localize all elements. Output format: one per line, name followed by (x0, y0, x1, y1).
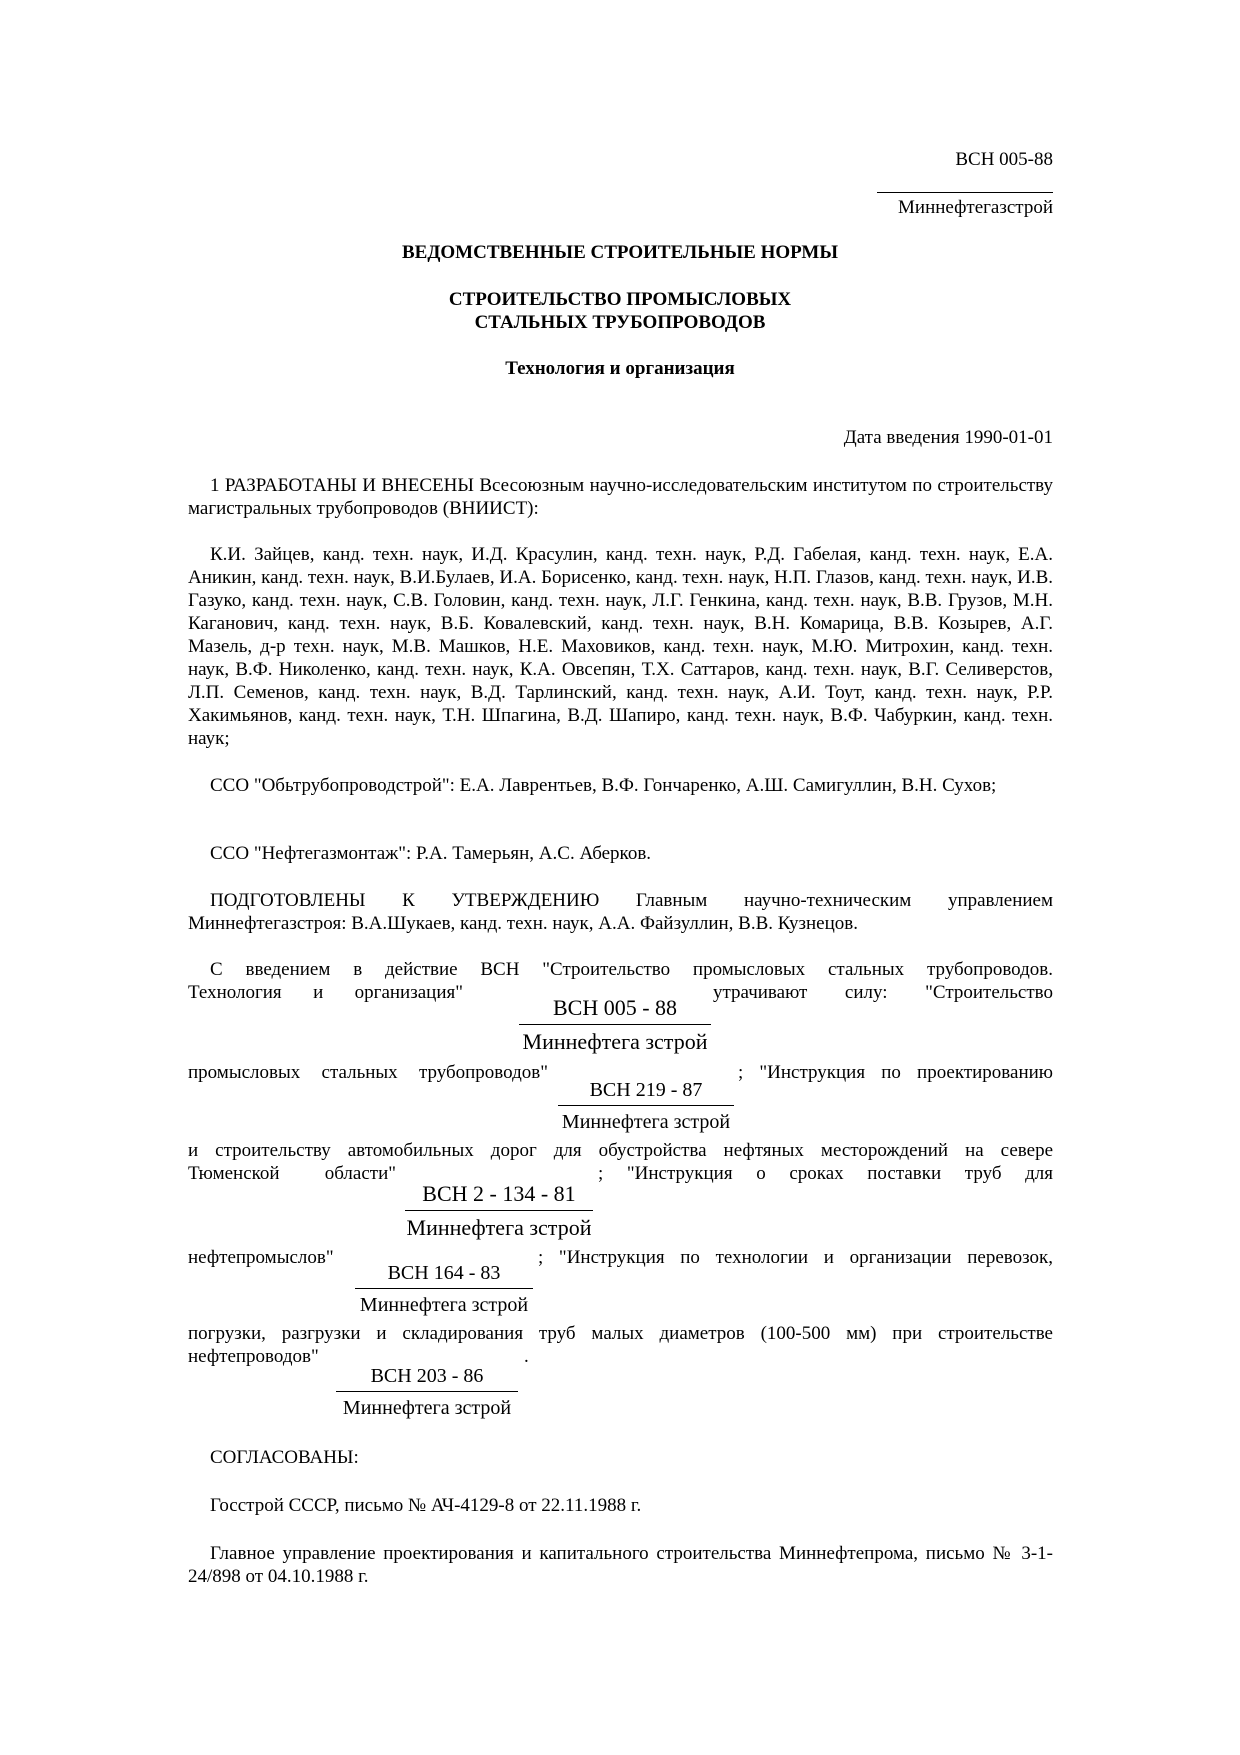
supersede-line-6-right: ; "Инструкция по технологии и организации перевозок, (538, 1247, 1053, 1268)
supersede-line-3-right: ; "Инструкция по проектированию (738, 1062, 1053, 1083)
paragraph-authors: К.И. Зайцев, канд. техн. наук, И.Д. Красулин, канд. техн. наук, Р.Д. Габелая, канд. техн. наук, Е.А. Аникин, канд. техн. наук, В.И.Булаев, И.А. Борисенко, канд. техн. наук, Н.П. Глазов, канд. техн. наук, И.В. Газуко, канд. техн. наук, С.В. Головин, канд. техн. наук, Л.Г. Генкина, канд. техн. наук, В.В. Грузов, М.Н. Каганович, канд. техн. наук, В.Б. Ковалевский, канд. техн. наук, В.Н. Комарица, В.В. Козырев, А.Г. Мазель, д-р техн. наук, М.В. Машков, Н.Е. Маховиков, канд. техн. наук, М.Ю. Митрохин, канд. техн. наук, В.Ф. Николенко, канд. техн. наук, К.А. Овсепян, Т.Х. Саттаров, канд. техн. наук, В.Г. Селиверстов, Л.П. Семенов, канд. техн. наук, В.Д. Тарлинский, канд. техн. наук, А.И. Тоут, канд. техн. наук, Р.Р. Хакимьянов, канд. техн. наук, Т.Н. Шпагина, В.Д. Шапиро, канд. техн. наук, В.Ф. Чабуркин, канд. техн. наук; (188, 544, 1053, 749)
supersede-line-7: погрузки, разгрузки и складирования труб малых диаметров (100-500 мм) при строительстве (188, 1323, 1053, 1344)
main-title: ВЕДОМСТВЕННЫЕ СТРОИТЕЛЬНЫЕ НОРМЫ (401, 242, 839, 263)
paragraph-prepared: ПОДГОТОВЛЕНЫ К УТВЕРЖДЕНИЮ Главным научно-техническим управлением Миннефтегазстроя: В.А.Шукаев, канд. техн. наук, А.А. Файзуллин, В.В. Кузнецов. (188, 890, 1053, 934)
supersede-line-2-right: утрачивают силу: "Строительство (713, 982, 1053, 1003)
fraction-denominator: Миннефтега зстрой (561, 1111, 731, 1133)
agreed-heading: СОГЛАСОВАНЫ: (210, 1447, 359, 1468)
fraction-vsn-005-88 (519, 995, 711, 1055)
supersede-line-8-right: . (524, 1346, 529, 1367)
fraction-numerator: ВСН 005 - 88 (552, 995, 678, 1020)
fraction-bar (519, 1024, 711, 1025)
fraction-vsn-203-86 (336, 1364, 518, 1420)
supersede-line-8-left: нефтепроводов" (188, 1346, 319, 1367)
fraction-denominator: Миннефтега зстрой (342, 1397, 512, 1419)
section-title: Технология и организация (505, 358, 735, 379)
fraction-numerator: ВСН 164 - 83 (387, 1262, 501, 1284)
agreed-item-gosstroy: Госстрой СССР, письмо № АЧ-4129-8 от 22.11.1988 г. (210, 1495, 642, 1516)
document-code: ВСН 005-88 (955, 149, 1053, 170)
issuer: Миннефтегазстрой (898, 197, 1053, 218)
supersede-line-2-left: Технология и организация" (188, 982, 463, 1003)
supersede-line-4: и строительству автомобильных дорог для обустройства нефтяных месторождений на севере (188, 1140, 1053, 1161)
fraction-numerator: ВСН 203 - 86 (370, 1365, 484, 1387)
supersede-line-5-right: ; "Инструкция о сроках поставки труб для (598, 1163, 1053, 1184)
subtitle-line-1: СТРОИТЕЛЬСТВО ПРОМЫСЛОВЫХ (448, 289, 792, 310)
supersede-line-5-left: Тюменской области" (188, 1163, 396, 1184)
supersede-line-3-left: промысловых стальных трубопроводов" (188, 1062, 548, 1083)
fraction-bar (405, 1210, 593, 1211)
fraction-vsn-164-83 (355, 1261, 533, 1317)
fraction-bar (355, 1288, 533, 1289)
paragraph-sso-2: ССО "Нефтегазмонтаж": Р.А. Тамерьян, А.С. Аберков. (210, 843, 652, 864)
fraction-numerator: ВСН 2 - 134 - 81 (422, 1181, 576, 1206)
fraction-vsn-2-134-81 (405, 1181, 593, 1241)
fraction-denominator: Миннефтега зстрой (406, 1215, 592, 1240)
paragraph-developed: 1 РАЗРАБОТАНЫ И ВНЕСЕНЫ Всесоюзным научно-исследовательским институтом по строительству магистральных трубопроводов (ВНИИСТ): (188, 475, 1053, 519)
fraction-denominator: Миннефтега зстрой (522, 1029, 708, 1054)
fraction-bar (558, 1105, 734, 1106)
intro-date: Дата введения 1990-01-01 (843, 427, 1053, 448)
supersede-line-1: С введением в действие ВСН "Строительство промысловых стальных трубопроводов. (210, 959, 1053, 980)
agreed-item-minnefteprom: Главное управление проектирования и капитального строительства Миннефтепрома, письмо № 3-1-24/898 от 04.10.1988 г. (188, 1543, 1053, 1587)
fraction-vsn-219-87 (558, 1078, 734, 1134)
header-divider (877, 192, 1053, 193)
subtitle-line-2: СТАЛЬНЫХ ТРУБОПРОВОДОВ (474, 312, 766, 333)
supersede-line-6-left: нефтепромыслов" (188, 1247, 334, 1268)
fraction-numerator: ВСН 219 - 87 (589, 1079, 703, 1101)
fraction-denominator: Миннефтега зстрой (359, 1294, 529, 1316)
fraction-bar (336, 1391, 518, 1392)
paragraph-sso-1: ССО "Обьтрубопроводстрой": Е.А. Лаврентьев, В.Ф. Гончаренко, А.Ш. Самигуллин, В.Н. Сухов; (210, 775, 997, 796)
